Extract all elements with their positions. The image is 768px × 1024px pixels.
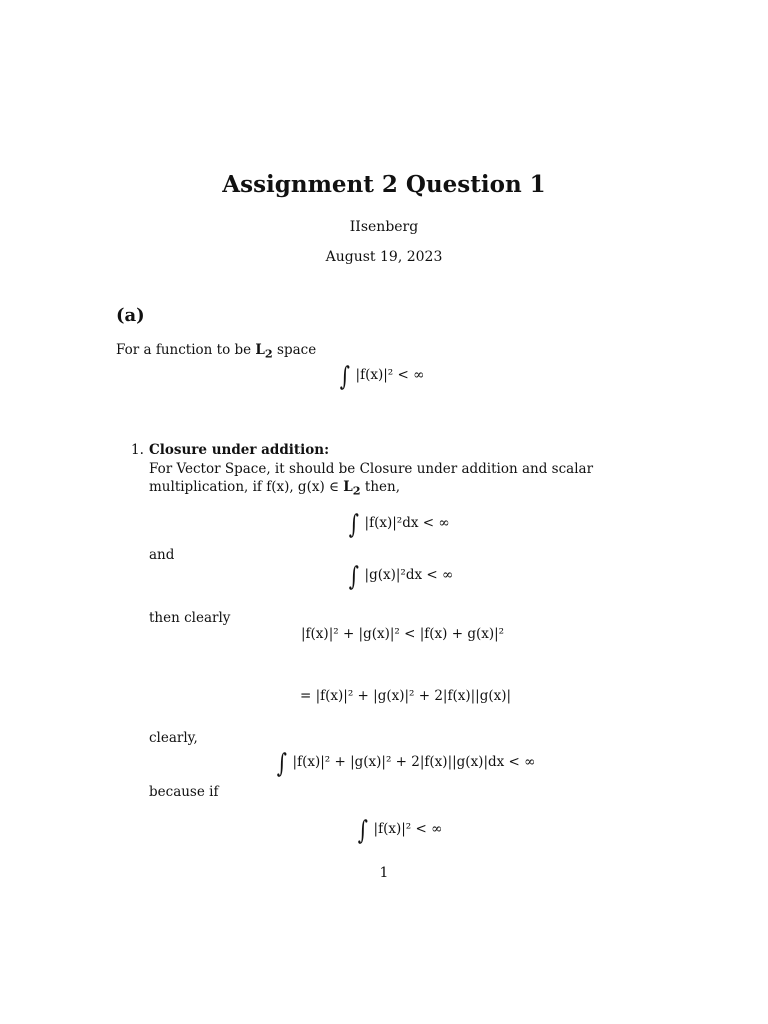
list-heading: Closure under addition: — [149, 442, 330, 458]
equation-5: ∫ |f(x)|² + |g(x)|² + 2|f(x)||g(x)|dx < ∞ — [276, 749, 536, 779]
integral-sign: ∫ — [339, 362, 350, 392]
integral-sign: ∫ — [276, 749, 287, 779]
body-line-2: multiplication, if f(x), g(x) ∈ $L_2$ then, — [149, 479, 401, 498]
intro-suffix: space — [272, 342, 317, 358]
intro-prefix: For a function to be — [116, 342, 256, 358]
document-title: Assignment 2 Question 1 — [222, 171, 546, 198]
equation-intro: ∫ |f(x)|² < ∞ — [339, 362, 425, 392]
integral-sign: ∫ — [357, 816, 368, 846]
integral-sign: ∫ — [348, 562, 359, 592]
equation-6: ∫ |f(x)|² < ∞ — [357, 816, 443, 846]
page-number: 1 — [379, 865, 389, 881]
list-number: 1. — [131, 442, 144, 458]
and-text: and — [149, 547, 175, 563]
equation-2: ∫ |g(x)|²dx < ∞ — [348, 562, 454, 592]
equation-3: |f(x)|² + |g(x)|² < |f(x) + g(x)|² — [301, 626, 505, 642]
body-line-1: For Vector Space, it should be Closure under addition and scalar — [149, 461, 594, 477]
author: IIsenberg — [349, 219, 419, 235]
date: August 19, 2023 — [325, 249, 443, 265]
integral-sign: ∫ — [348, 510, 359, 540]
clearly-text: clearly, — [149, 730, 198, 746]
then-clearly-text: then clearly — [149, 610, 231, 626]
equation-1: ∫ |f(x)|²dx < ∞ — [348, 510, 450, 540]
intro-paragraph — [116, 342, 316, 361]
section-heading: (a) — [116, 305, 145, 326]
space-name: $L_2$ — [255, 342, 273, 361]
because-if-text: because if — [149, 784, 219, 800]
equation-4: = |f(x)|² + |g(x)|² + 2|f(x)||g(x)| — [300, 688, 512, 704]
